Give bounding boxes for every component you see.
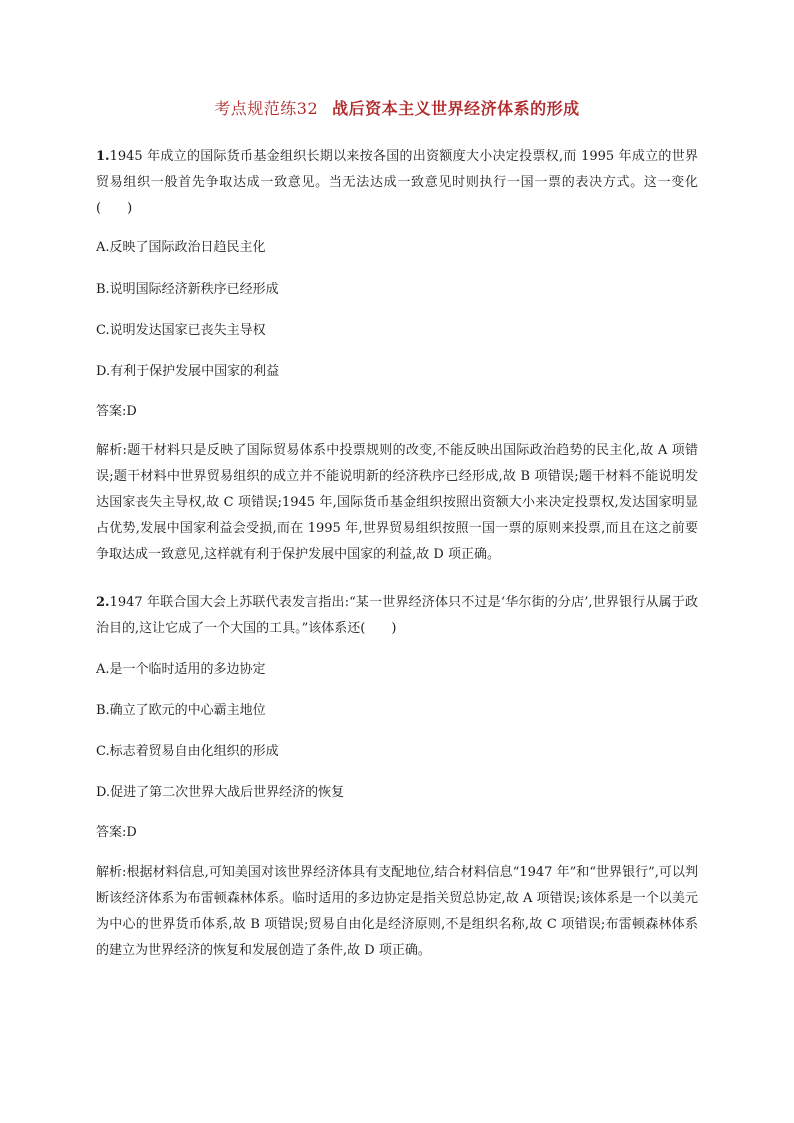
question-2-option-d: D.促进了第二次世界大战后世界经济的恢复	[96, 785, 345, 800]
explanation-label: 解析:	[96, 443, 127, 458]
answer-label: 答案:	[96, 825, 127, 840]
question-1-number: 1.	[96, 149, 110, 164]
question-2-option-a: A.是一个临时适用的多边协定	[96, 662, 266, 677]
question-1-option-b: B.说明国际经济新秩序已经形成	[96, 282, 279, 297]
question-2-option-c: C.标志着贸易自由化组织的形成	[96, 744, 279, 759]
answer-value: D	[126, 825, 137, 840]
title-main: 战后资本主义世界经济体系的形成	[332, 99, 580, 118]
question-1-stem	[96, 144, 698, 222]
question-2-number: 2.	[96, 595, 110, 610]
question-1-text: 1945 年成立的国际货币基金组织长期以来按各国的出资额度大小决定投票权,而 1995 年成立的世界贸易组织一般首先争取达成一致意见。当无法达成一致意见时则执行一国一票的表决方式。这一变化( )	[96, 149, 698, 216]
question-1-option-c: C.说明发达国家已丧失主导权	[96, 323, 266, 338]
question-1-option-d: D.有利于保护发展中国家的利益	[96, 364, 280, 379]
answer-value: D	[126, 404, 137, 419]
explanation-label: 解析:	[96, 865, 127, 880]
explanation-text: 题干材料只是反映了国际贸易体系中投票规则的改变,不能反映出国际政治趋势的民主化,故 A 项错误;题干材料中世界贸易组织的成立并不能说明新的经济秩序已经形成,故 B 项错误;题干材料不能说明发达国家丧失主导权,故 C 项错误;1945 年,国际货币基金组织按照出资额大小来决定投票权,发达国家明显占优势,发展中国家利益会受损,而在 1995 年,世界贸易组织按照一国一票的原则来投票,而且在这之前要争取达成一致意见,这样就有利于保护发展中国家的利益,故 D 项正确。	[96, 443, 698, 562]
title-prefix: 考点规范练32	[214, 99, 319, 118]
explanation-text: 根据材料信息,可知美国对该世界经济体具有支配地位,结合材料信息“1947 年”和“世界银行”,可以判断该经济体系为布雷顿森林体系。临时适用的多边协定是指关贸总协定,故 A 项错误;该体系是一个以美元为中心的世界货币体系,故 B 项错误;贸易自由化是经济原则,不是组织名称,故 C 项错误;布雷顿森林体系的建立为世界经济的恢复和发展创造了条件,故 D 项正确。	[96, 865, 698, 958]
answer-label: 答案:	[96, 404, 127, 419]
question-1-answer	[96, 402, 137, 422]
page-title	[96, 96, 698, 119]
question-1-option-a: A.反映了国际政治日趋民主化	[96, 240, 266, 255]
question-2-text: 1947 年联合国大会上苏联代表发言指出:“某一世界经济体只不过是‘华尔街的分店’,世界银行从属于政治目的,这让它成了一个大国的工具。”该体系还( )	[96, 595, 698, 636]
question-2-explanation	[96, 860, 698, 964]
question-1-explanation	[96, 438, 698, 568]
question-2-answer	[96, 823, 137, 843]
question-2-option-b: B.确立了欧元的中心霸主地位	[96, 703, 266, 718]
question-2-stem	[96, 590, 698, 642]
